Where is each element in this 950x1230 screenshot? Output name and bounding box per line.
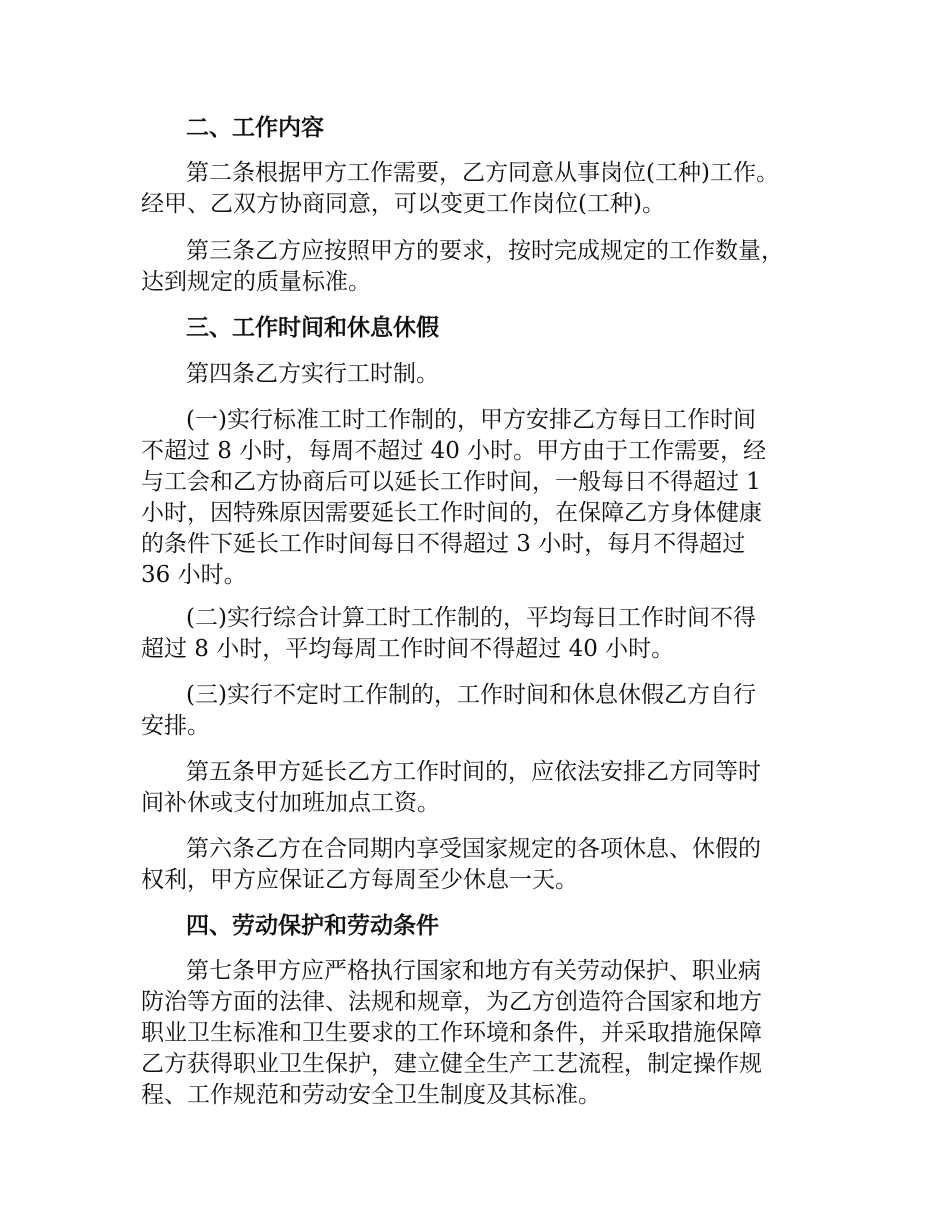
- paragraph-line: 防治等方面的法律、法规和规章，为乙方创造符合国家和地方: [141, 989, 762, 1015]
- paragraph-line: 程、工作规范和劳动安全卫生制度及其标准。: [141, 1082, 601, 1108]
- paragraph-article-5: [141, 757, 821, 819]
- paragraph-line: (三)实行不定时工作制的，工作时间和休息休假乙方自行: [186, 682, 756, 708]
- paragraph-line: 第三条乙方应按照甲方的要求，按时完成规定的工作数量，: [186, 238, 784, 264]
- paragraph-flexible-hours: [141, 680, 821, 742]
- paragraph-article-2: [141, 158, 821, 220]
- paragraph-article-3: [141, 236, 821, 298]
- paragraph-article-4: [141, 359, 821, 390]
- paragraph-article-7: [141, 956, 821, 1111]
- section-heading-labor-protection: 四、劳动保护和劳动条件: [186, 912, 439, 939]
- paragraph-line: 不超过 8 小时，每周不超过 40 小时。甲方由于工作需要，经: [141, 438, 767, 464]
- paragraph-line: 36 小时。: [141, 562, 247, 588]
- paragraph-comprehensive-hours: [141, 603, 821, 665]
- section-heading-work-content: 二、工作内容: [186, 114, 324, 141]
- paragraph-line: 与工会和乙方协商后可以延长工作时间，一般每日不得超过 1: [141, 469, 761, 495]
- paragraph-line: 小时，因特殊原因需要延长工作时间的，在保障乙方身体健康: [141, 500, 762, 526]
- paragraph-article-6: [141, 834, 821, 896]
- paragraph-line: 超过 8 小时，平均每周工作时间不得超过 40 小时。: [141, 636, 675, 662]
- paragraph-line: 安排。: [141, 713, 210, 739]
- paragraph-line: 达到规定的质量标准。: [141, 269, 371, 295]
- paragraph-line: 职业卫生标准和卫生要求的工作环境和条件，并采取措施保障: [141, 1020, 762, 1046]
- section-heading-working-hours: 三、工作时间和休息休假: [186, 314, 439, 341]
- paragraph-line: 第六条乙方在合同期内享受国家规定的各项休息、休假的: [186, 836, 761, 862]
- paragraph-line: 第五条甲方延长乙方工作时间的，应依法安排乙方同等时: [186, 759, 761, 785]
- paragraph-line: 第二条根据甲方工作需要，乙方同意从事岗位(工种)工作。: [186, 160, 779, 186]
- paragraph-line: (二)实行综合计算工时工作制的，平均每日工作时间不得: [186, 605, 756, 631]
- paragraph-line: 经甲、乙双方协商同意，可以变更工作岗位(工种)。: [141, 191, 665, 217]
- paragraph-line: 乙方获得职业卫生保护，建立健全生产工艺流程，制定操作规: [141, 1051, 762, 1077]
- paragraph-line: 间补休或支付加班加点工资。: [141, 790, 440, 816]
- paragraph-line: 的条件下延长工作时间每日不得超过 3 小时，每月不得超过: [141, 531, 746, 557]
- paragraph-line: 第七条甲方应严格执行国家和地方有关劳动保护、职业病: [186, 958, 761, 984]
- paragraph-line: 第四条乙方实行工时制。: [186, 361, 439, 387]
- paragraph-line: 权利，甲方应保证乙方每周至少休息一天。: [141, 867, 578, 893]
- paragraph-line: (一)实行标准工时工作制的，甲方安排乙方每日工作时间: [186, 407, 756, 433]
- paragraph-standard-hours: [141, 405, 821, 591]
